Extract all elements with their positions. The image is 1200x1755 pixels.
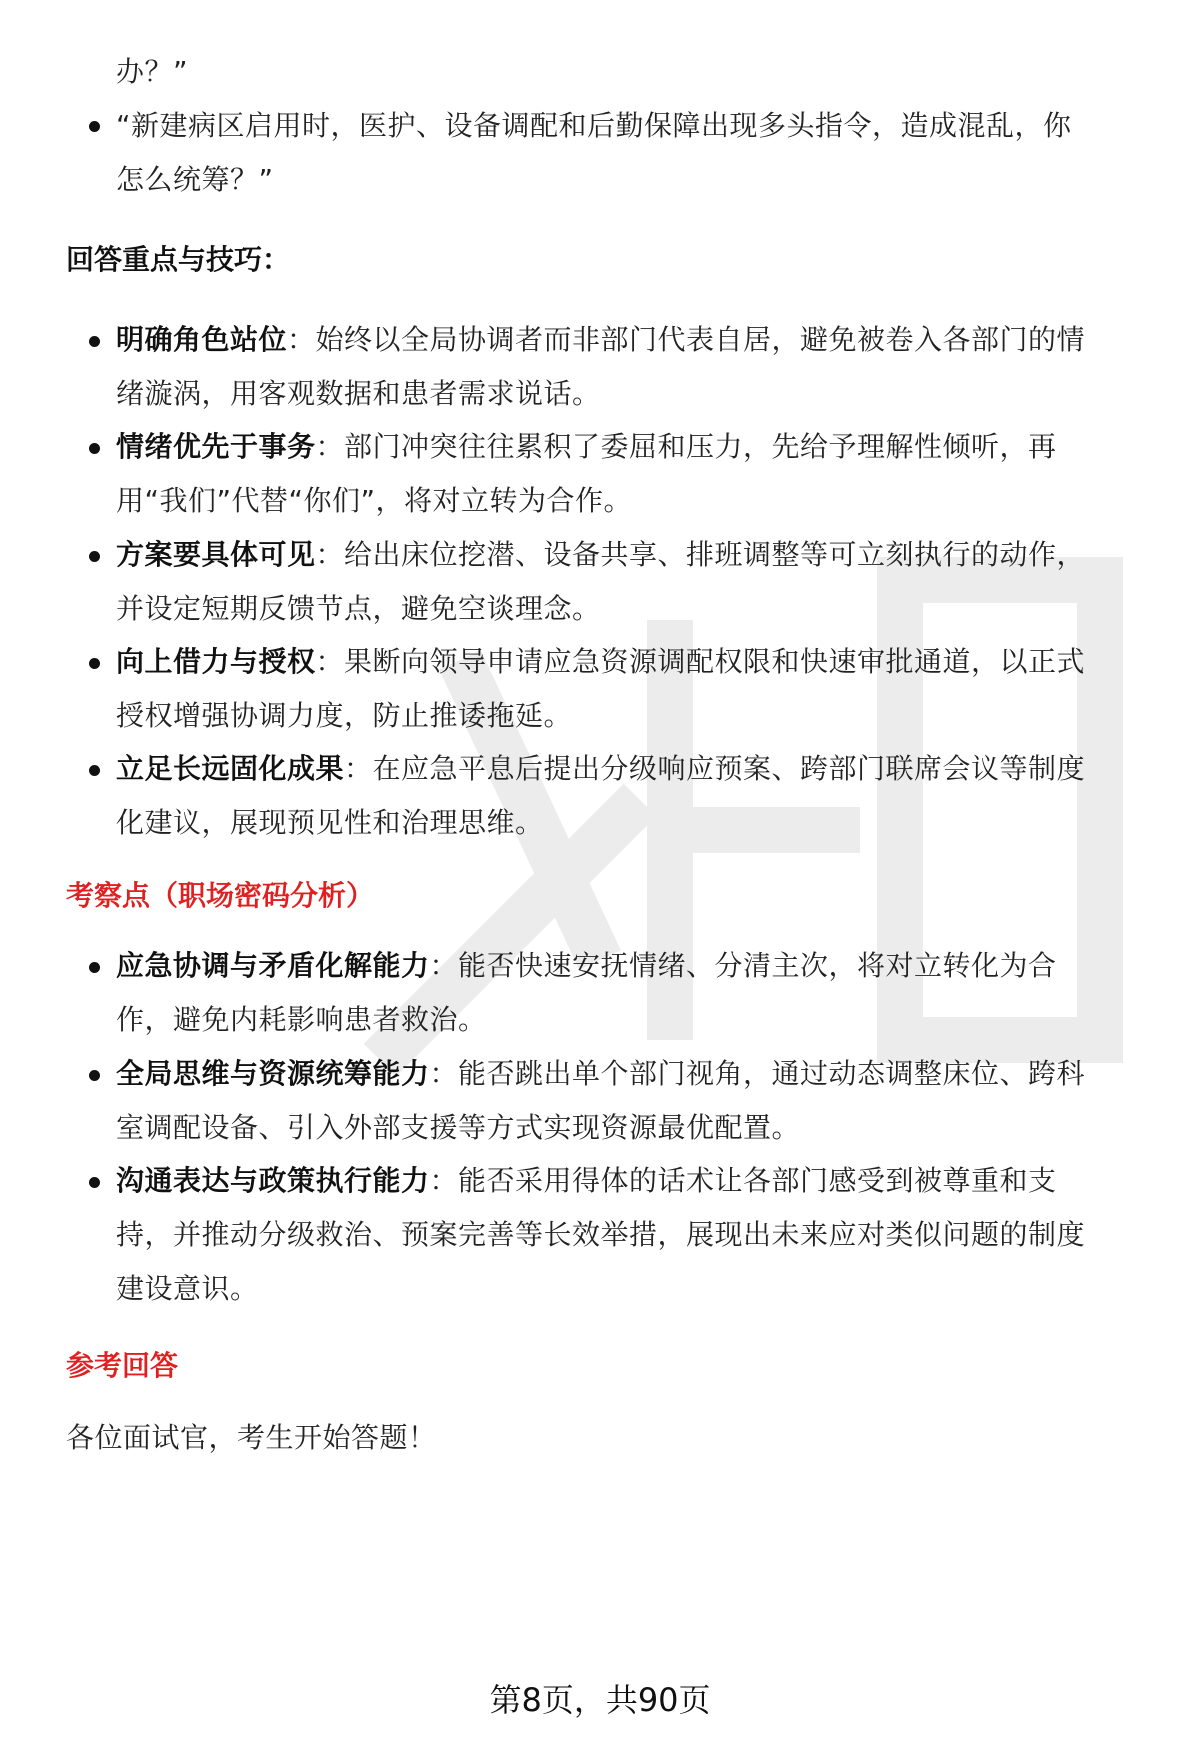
bullet-dot xyxy=(89,658,100,669)
tip-text: ：果断向领导申请应急资源调配权限和快速审批通道，以正式 xyxy=(315,645,1086,678)
point-text: ：能否采用得体的话术让各部门感受到被尊重和支 xyxy=(429,1164,1057,1197)
tip-term: 明确角色站位 xyxy=(116,323,288,356)
tip-text: ：在应急平息后提出分级响应预案、跨部门联席会议等制度 xyxy=(344,752,1086,785)
tip-term: 向上借力与授权 xyxy=(116,645,316,678)
point-term: 应急协调与矛盾化解能力 xyxy=(116,949,430,982)
bullet-dot xyxy=(89,1070,100,1081)
tip-text: ：始终以全局协调者而非部门代表自居，避免被卷入各部门的情 xyxy=(287,323,1086,356)
point-text-cont: 建设意识。 xyxy=(116,1272,259,1305)
tip-text-cont: 化建议，展现预见性和治理思维。 xyxy=(116,806,544,839)
tip-term: 立足长远固化成果 xyxy=(116,752,345,785)
bullet-dot xyxy=(89,443,100,454)
bullet-dot xyxy=(89,1177,100,1188)
bullet-dot xyxy=(89,551,100,562)
tip-item xyxy=(116,535,1085,575)
bullet-dot xyxy=(89,121,100,132)
page-number: 第8页，共90页 xyxy=(489,1681,711,1719)
quote-line-1: “新建病区启用时，医护、设备调配和后勤保障出现多头指令，造成混乱，你 xyxy=(116,109,1072,142)
tip-text: ：部门冲突往往累积了委屈和压力，先给予理解性倾听，再 xyxy=(315,430,1057,463)
continued-text: 办？” xyxy=(116,55,189,88)
point-text-cont: 持，并推动分级救治、预案完善等长效举措，展现出未来应对类似问题的制度 xyxy=(116,1218,1086,1251)
point-term: 沟通表达与政策执行能力 xyxy=(116,1164,430,1197)
section-title-points: 考察点（职场密码分析） xyxy=(66,879,375,912)
bullet-dot xyxy=(89,962,100,973)
point-item xyxy=(116,1054,1085,1094)
tip-item xyxy=(116,320,1085,360)
section-title-answer: 参考回答 xyxy=(66,1349,179,1382)
tip-text-cont: 用“我们”代替“你们”，将对立转为合作。 xyxy=(116,484,633,517)
section-title-tips: 回答重点与技巧： xyxy=(66,243,291,276)
point-item xyxy=(116,946,1057,986)
bullet-dot xyxy=(89,336,100,347)
tip-text-cont: 绪漩涡，用客观数据和患者需求说话。 xyxy=(116,377,601,410)
point-text-cont: 作，避免内耗影响患者救治。 xyxy=(116,1003,487,1036)
tip-text-cont: 授权增强协调力度，防止推诿拖延。 xyxy=(116,699,573,732)
tip-item xyxy=(116,427,1057,467)
point-term: 全局思维与资源统筹能力 xyxy=(116,1057,430,1090)
answer-opening: 各位面试官，考生开始答题！ xyxy=(66,1421,437,1454)
point-text-cont: 室调配设备、引入外部支援等方式实现资源最优配置。 xyxy=(116,1111,801,1144)
tip-term: 方案要具体可见 xyxy=(116,538,316,571)
quote-line-2: 怎么统筹？” xyxy=(116,163,274,196)
point-item xyxy=(116,1161,1057,1201)
bullet-dot xyxy=(89,765,100,776)
tip-term: 情绪优先于事务 xyxy=(116,430,316,463)
point-text: ：能否快速安抚情绪、分清主次，将对立转化为合 xyxy=(429,949,1057,982)
tip-item xyxy=(116,642,1085,682)
tip-item xyxy=(116,749,1085,789)
tip-text-cont: 并设定短期反馈节点，避免空谈理念。 xyxy=(116,592,601,625)
tip-text: ：给出床位挖潜、设备共享、排班调整等可立刻执行的动作， xyxy=(315,538,1086,571)
point-text: ：能否跳出单个部门视角，通过动态调整床位、跨科 xyxy=(429,1057,1086,1090)
